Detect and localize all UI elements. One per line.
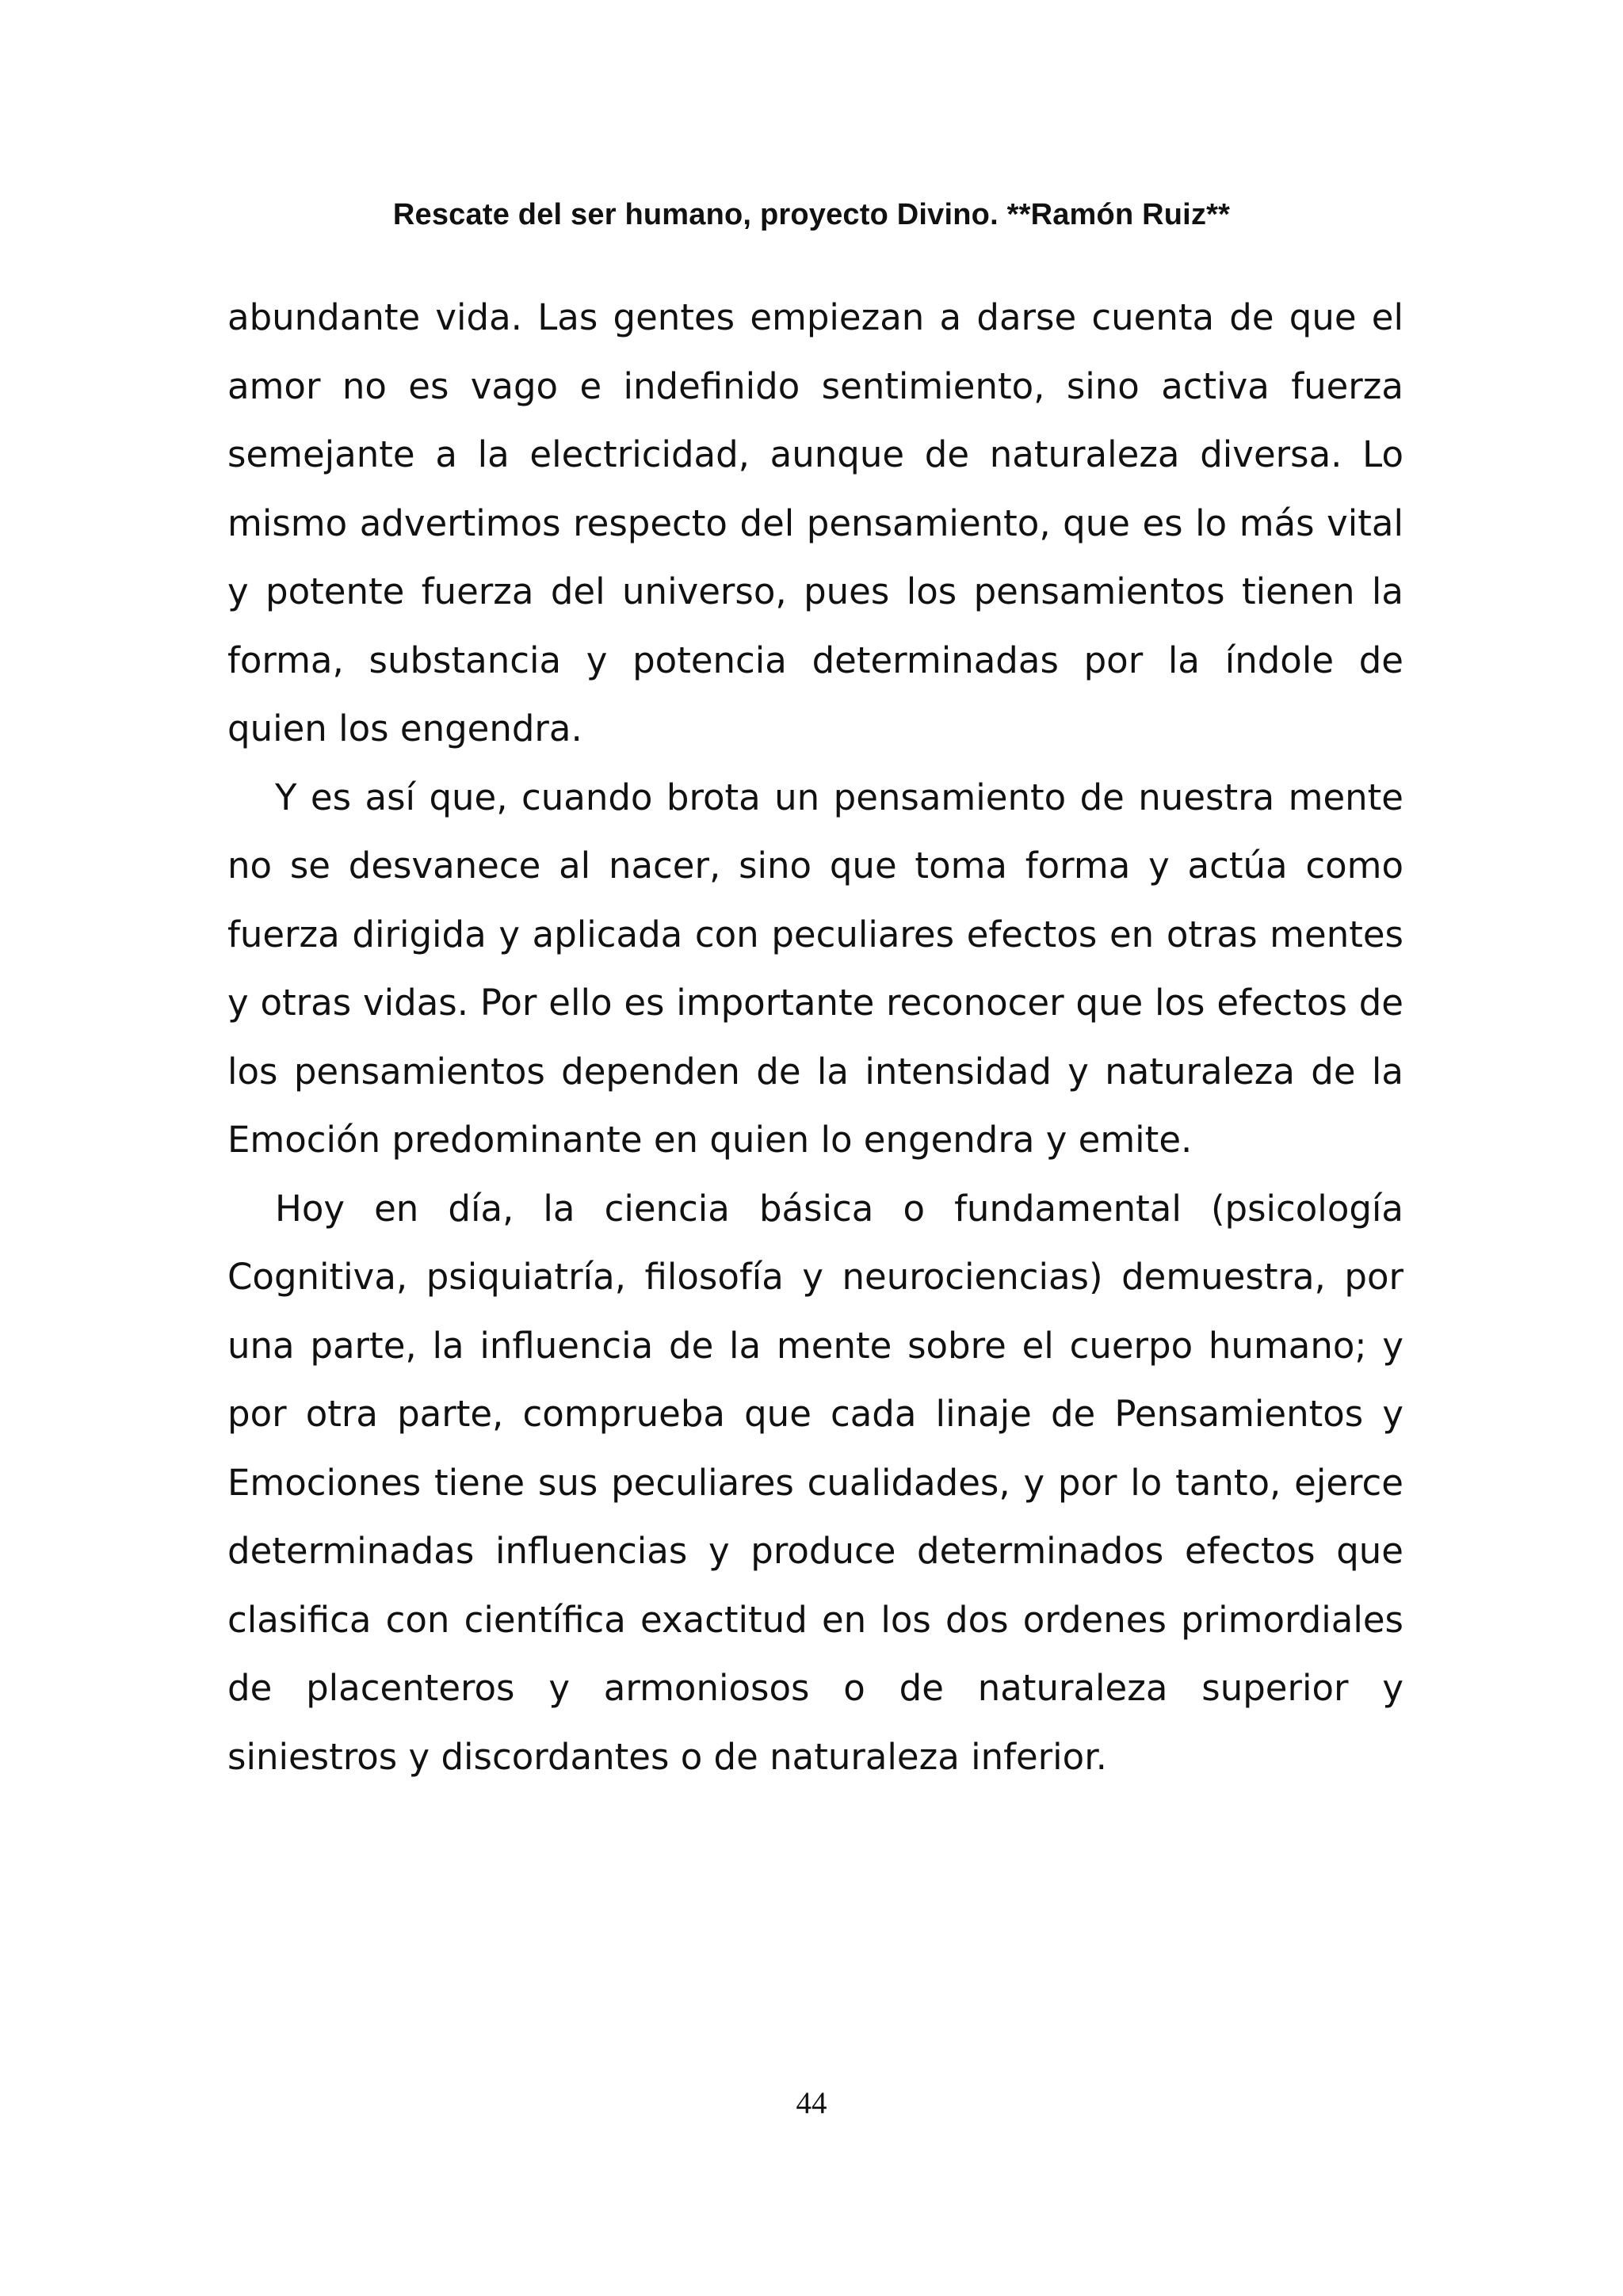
- paragraph-ciencia-basica: Hoy en día, la ciencia básica o fundamental (psicología Cognitiva, psiquiatría, filosofía y neurociencias) demuestra, por una parte, la influencia de la mente sobre el cuerpo humano; y por otra parte, comprueba que cada linaje de Pensamientos y Emociones tiene sus peculiares cualidades, y por lo tanto, ejerce determinadas influencias y produce determinados efectos que clasifica con científica exactitud en los dos ordenes primordiales de placenteros y armoniosos o de naturaleza superior y siniestros y discordantes o de naturaleza inferior.: [227, 1187, 1403, 1778]
- paragraph-continuation: abundante vida. Las gentes empiezan a darse cuenta de que el amor no es vago e indefinido sentimiento, sino activa fuerza semejante a la electricidad, aunque de naturaleza diversa. Lo mismo advertimos respecto del pensamiento, que es lo más vital y potente fuerza del universo, pues los pensamientos tienen la forma, substancia y potencia determinadas por la índole de quien los engendra.: [227, 296, 1403, 749]
- page-number: 44: [796, 2086, 827, 2120]
- running-header: Rescate del ser humano, proyecto Divino. **Ramón Ruiz**: [392, 198, 1231, 231]
- body-text: [227, 284, 1403, 1791]
- paragraph-pensamiento-fuerza: Y es así que, cuando brota un pensamiento de nuestra mente no se desvanece al nacer, sino que toma forma y actúa como fuerza dirigida y aplicada con peculiares efectos en otras mentes y otras vidas. Por ello es importante reconocer que los efectos de los pensamientos dependen de la intensidad y naturaleza de la Emoción predominante en quien lo engendra y emite.: [227, 776, 1403, 1161]
